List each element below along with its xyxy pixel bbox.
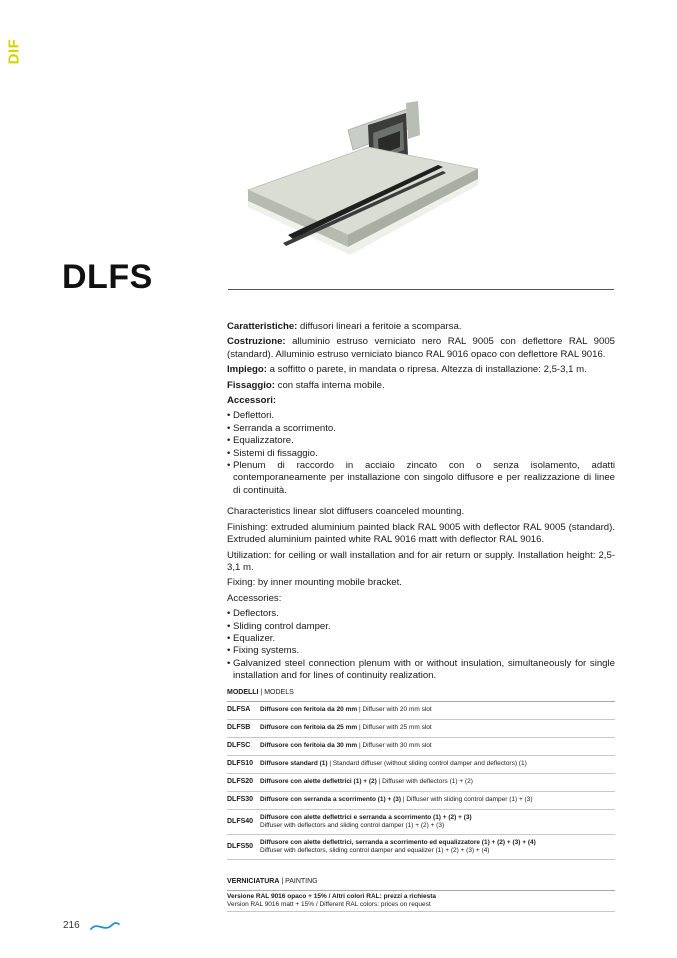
utilization-paragraph: Utilization: for ceiling or wall installation and for air return or supply. Installation height: 2,5-3,1 m. <box>227 549 615 573</box>
model-code: DLFSC <box>227 742 251 750</box>
finishing-paragraph: Finishing: extruded aluminium painted black RAL 9005 with deflector RAL 9005 (standard). Extruded aluminium painted white RAL 9016 matt with deflector RAL 9016. <box>227 521 615 546</box>
models-table <box>227 686 615 860</box>
accessori-list <box>227 410 615 497</box>
list-item: • Equalizzatore. <box>227 435 615 447</box>
table-row <box>227 702 615 720</box>
wave-logo-icon <box>90 919 120 933</box>
model-code: DLFS40 <box>227 817 254 825</box>
table-row <box>227 835 615 860</box>
accessories-list <box>227 608 615 682</box>
accessories-heading: Accessories: <box>227 592 282 604</box>
model-description: Diffusore con feritoia da 30 mm | Diffuser with 30 mm slot <box>260 742 432 750</box>
description-content <box>227 321 615 912</box>
caratteristiche-paragraph: Caratteristiche: diffusori lineari a feritoie a scomparsa. <box>227 321 462 332</box>
table-row <box>227 720 615 738</box>
model-code: DLFSB <box>227 724 251 732</box>
painting-table-header: VERNICIATURA | PAINTING <box>227 875 615 891</box>
product-image <box>228 95 478 260</box>
characteristics-paragraph: Characteristics linear slot diffusers coanceled mounting. <box>227 506 465 518</box>
model-description: Diffusore standard (1) | Standard diffuser (without sliding control damper and deflectors) (1) <box>260 760 527 768</box>
list-item: • Serranda a scorrimento. <box>227 423 615 435</box>
model-description: Diffusore con feritoia da 20 mm | Diffuser with 20 mm slot <box>260 706 432 714</box>
table-row <box>227 792 615 810</box>
models-table-header: MODELLI | MODELS <box>227 686 615 702</box>
list-item: • Plenum di raccordo in acciaio zincato con o senza isolamento, adatti contemporaneamente per installazione con singolo diffusore e per realizzazione di linee di continuità. <box>227 460 615 497</box>
model-code: DLFS50 <box>227 842 254 850</box>
accessori-heading: Accessori: <box>227 395 277 407</box>
table-row <box>227 810 615 835</box>
model-description: Diffusore con alette deflettrici (1) + (2) | Diffuser with deflectors (1) + (2) <box>260 778 473 786</box>
list-item: • Sistemi di fissaggio. <box>227 448 615 460</box>
model-description: Diffusore con alette deflettrici, serranda a scorrimento ed equalizzatore (1) + (2) + (3) + (4) Diffuser with deflectors, sliding control damper and equalizer (1) + (2) + (3) + (4) <box>260 838 536 854</box>
list-item: • Deflectors. <box>227 608 615 620</box>
title-divider <box>228 289 614 290</box>
model-code: DLFS30 <box>227 796 254 804</box>
model-code: DLFSA <box>227 706 251 714</box>
model-code: DLFS20 <box>227 778 254 786</box>
list-item: • Sliding control damper. <box>227 621 615 633</box>
list-item: • Fixing systems. <box>227 645 615 657</box>
model-description: Diffusore con serranda a scorrimento (1) + (3) | Diffuser with sliding control damper (1) + (3) <box>260 796 533 804</box>
list-item: • Equalizer. <box>227 633 615 645</box>
painting-table <box>227 875 615 912</box>
costruzione-paragraph: Costruzione: alluminio estruso verniciato nero RAL 9005 con deflettore RAL 9005 (standard). Alluminio estruso verniciato bianco RAL 9016 opaco con deflettore RAL 9016. <box>227 336 615 360</box>
model-code: DLFS10 <box>227 760 254 768</box>
table-row <box>227 756 615 774</box>
painting-options: Versione RAL 9016 opaco + 15% / Altri colori RAL: prezzi a richiesta Version RAL 9016 matt + 15% / Different RAL colors: prices on request <box>227 891 615 912</box>
model-description: Diffusore con alette deflettrici e serranda a scorrimento (1) + (2) + (3) Diffuser with deflectors and sliding control damper (1) + (2) + (3) <box>260 813 472 829</box>
table-row <box>227 774 615 792</box>
italian-description <box>227 321 615 497</box>
english-description <box>227 506 615 682</box>
impiego-paragraph: Impiego: a soffitto o parete, in mandata o ripresa. Altezza di installazione: 2,5-3,1 m. <box>227 364 587 376</box>
fissaggio-paragraph: Fissaggio: con staffa interna mobile. <box>227 379 385 391</box>
fixing-paragraph: Fixing: by inner mounting mobile bracket. <box>227 577 402 589</box>
table-row <box>227 738 615 756</box>
model-description: Diffusore con feritoia da 25 mm | Diffuser with 25 mm slot <box>260 724 432 732</box>
list-item: • Deflettori. <box>227 410 615 422</box>
page-number: 216 <box>63 920 80 931</box>
section-tag: DIF <box>5 38 23 64</box>
product-title: DLFS <box>62 258 153 296</box>
list-item: • Galvanized steel connection plenum with or without insulation, simultaneously for single installation and for lines of continuity realization. <box>227 658 615 683</box>
